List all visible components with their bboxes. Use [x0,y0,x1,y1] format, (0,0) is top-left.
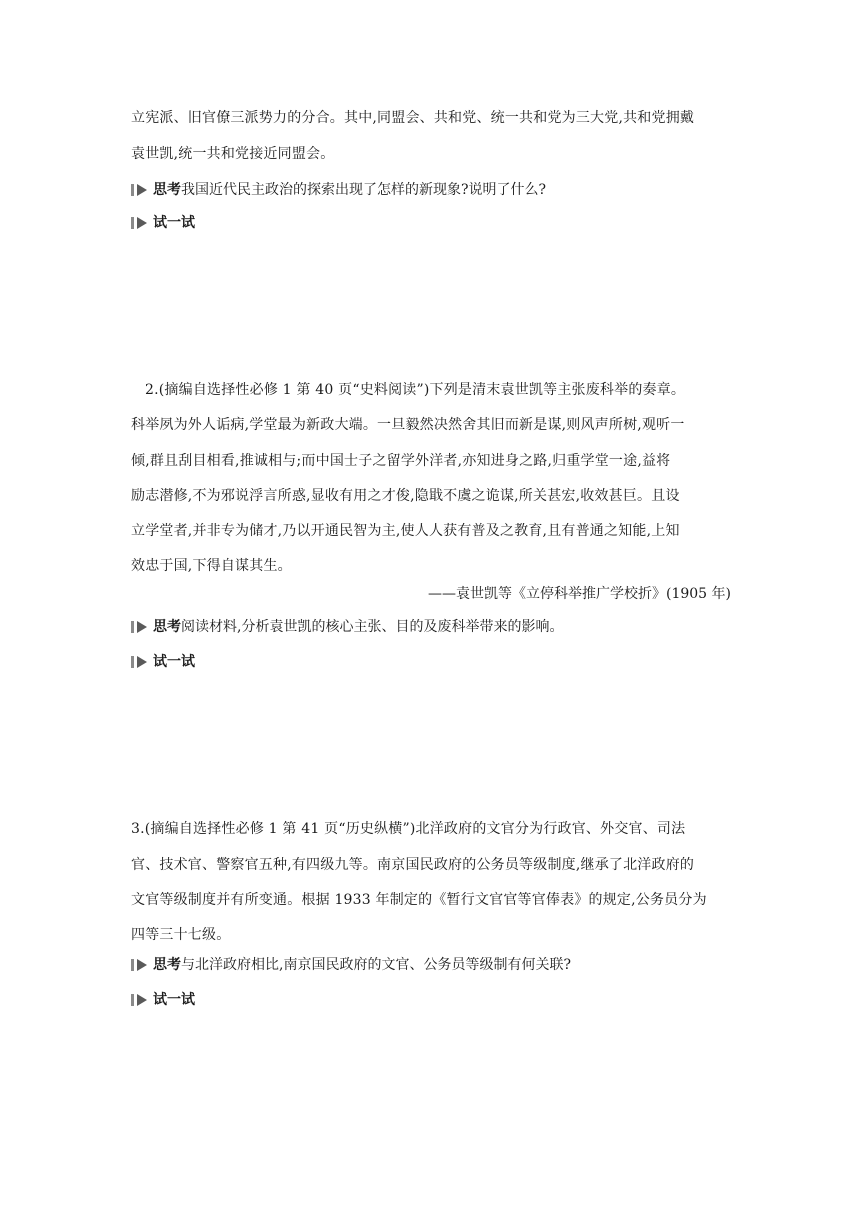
q2-line-5: 立学堂者,并非专为储才,乃以开通民智为主,使人人获有普及之教育,且有普通之知能,上知 [131,523,680,539]
triangle-marker-icon [131,216,149,230]
q2-line-2: 科举夙为外人诟病,学堂最为新政大端。一旦毅然决然舍其旧而新是谋,则风声所树,观听一 [131,417,685,433]
triangle-marker-icon [131,958,149,972]
q2-try-prompt [131,652,195,672]
triangle-marker-icon [131,993,149,1007]
try-label: 试一试 [153,992,195,1008]
q1-think-prompt [131,180,546,200]
q3-think-prompt [131,955,571,975]
q3-line-1: 3.(摘编自选择性必修 1 第 41 页“历史纵横”)北洋政府的文官分为行政官、外交官、司法 [131,821,686,837]
triangle-marker-icon [131,183,149,197]
q3-line-2: 官、技术官、警察官五种,有四级九等。南京国民政府的公务员等级制度,继承了北洋政府的 [131,857,695,873]
q3-try-prompt [131,990,195,1010]
triangle-marker-icon [131,620,149,634]
q1-think-text: 我国近代民主政治的探索出现了怎样的新现象?说明了什么? [181,182,547,198]
q2-think-text: 阅读材料,分析袁世凯的核心主张、目的及废科举带来的影响。 [181,619,564,635]
try-label: 试一试 [153,215,195,231]
intro-line-2: 袁世凯,统一共和党接近同盟会。 [131,146,335,162]
q2-line-3: 倾,群且刮目相看,推诚相与;而中国士子之留学外洋者,亦知进身之路,归重学堂一途,益将 [131,453,671,469]
q3-line-4: 四等三十七级。 [131,927,231,943]
q2-line-4: 励志潜修,不为邪说浮言所惑,显收有用之才俊,隐戢不虞之诡谋,所关甚宏,收效甚巨。且设 [131,488,680,504]
q1-try-prompt [131,213,195,233]
q2-think-prompt [131,617,563,637]
triangle-marker-icon [131,655,149,669]
q3-line-3: 文官等级制度并有所变通。根据 1933 年制定的《暂行文官官等官俸表》的规定,公务员分为 [131,892,707,908]
try-label: 试一试 [153,654,195,670]
q2-line-6: 效忠于国,下得自谋其生。 [131,558,292,574]
think-label: 思考 [153,957,181,973]
q2-source: ——袁世凯等《立停科举推广学校折》(1905 年) [427,586,731,602]
q2-line-1: 2.(摘编自选择性必修 1 第 40 页“史料阅读”)下列是清末袁世凯等主张废科举的奏章。 [145,382,686,398]
think-label: 思考 [153,182,181,198]
think-label: 思考 [153,619,181,635]
q3-think-text: 与北洋政府相比,南京国民政府的文官、公务员等级制有何关联? [181,957,571,973]
intro-line-1: 立宪派、旧官僚三派势力的分合。其中,同盟会、共和党、统一共和党为三大党,共和党拥戴 [131,110,695,126]
